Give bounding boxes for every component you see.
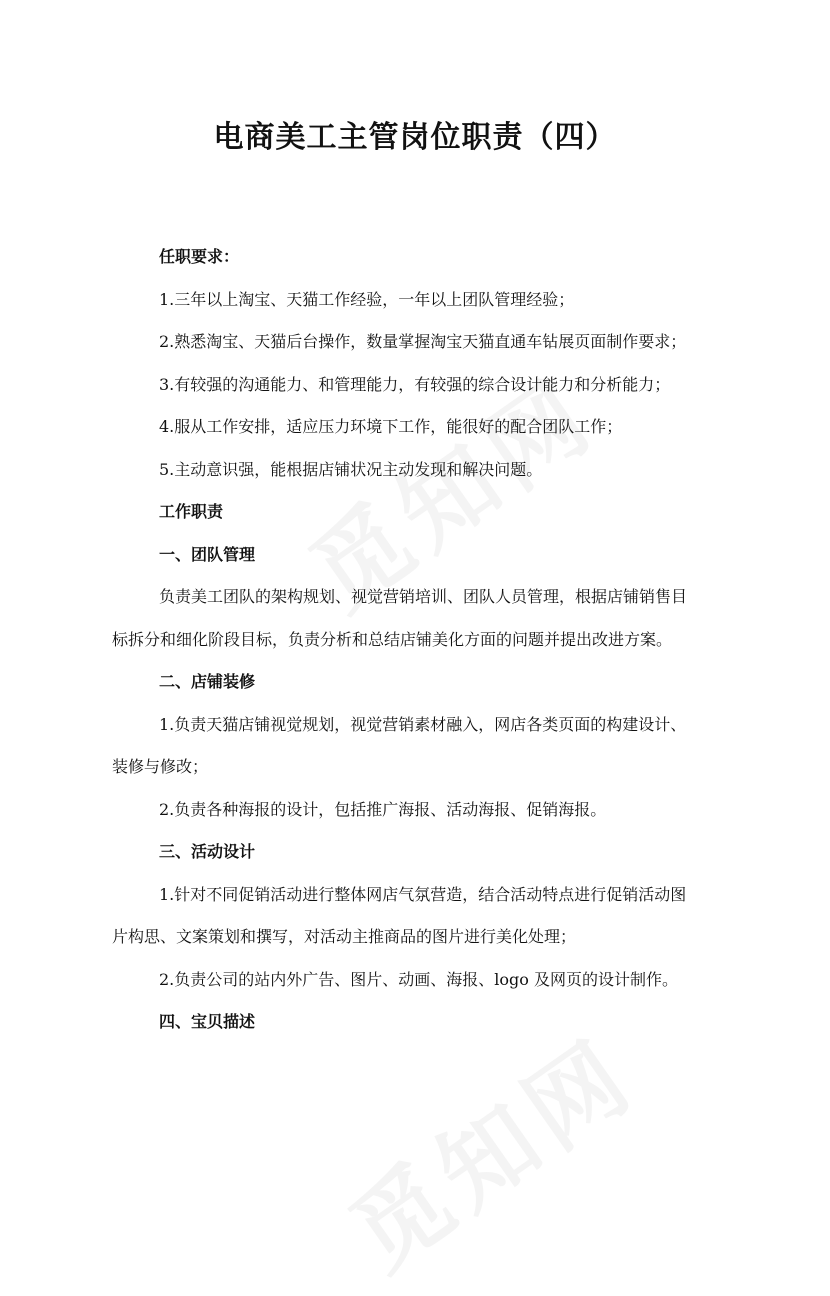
paragraph-line: 标拆分和细化阶段目标，负责分析和总结店铺美化方面的问题并提出改进方案。	[112, 629, 673, 649]
paragraph-line: 1.负责天猫店铺视觉规划，视觉营销素材融入，网店各类页面的构建设计、	[159, 714, 687, 734]
paragraph-line: 1.针对不同促销活动进行整体网店气氛营造，结合活动特点进行促销活动图	[159, 884, 687, 904]
paragraph-line: 装修与修改；	[112, 757, 209, 776]
paragraph-line: 2.负责各种海报的设计，包括推广海报、活动海报、促销海报。	[159, 799, 607, 819]
requirement-item: 1.三年以上淘宝、天猫工作经验，一年以上团队管理经验；	[159, 289, 575, 309]
section-heading: 四、宝贝描述	[159, 1012, 256, 1031]
paragraph-line: 2.负责公司的站内外广告、图片、动画、海报、logo 及网页的设计制作。	[159, 969, 678, 989]
requirements-heading: 任职要求：	[159, 247, 240, 266]
section-heading: 三、活动设计	[159, 842, 256, 861]
section-heading: 二、店铺装修	[159, 672, 256, 691]
section-heading: 一、团队管理	[159, 544, 256, 564]
paragraph-line: 负责美工团队的架构规划、视觉营销培训、团队人员管理，根据店铺销售目	[159, 587, 688, 606]
requirement-item: 4.服从工作安排，适应压力环境下工作，能很好的配合团队工作；	[159, 417, 623, 436]
document-body	[112, 236, 719, 1044]
duties-heading: 工作职责	[159, 502, 224, 521]
requirement-item: 3.有较强的沟通能力、和管理能力，有较强的综合设计能力和分析能力；	[159, 374, 671, 394]
paragraph-line: 片构思、文案策划和撰写，对活动主推商品的图片进行美化处理；	[112, 927, 577, 946]
requirement-item: 5.主动意识强，能根据店铺状况主动发现和解决问题。	[159, 459, 543, 479]
requirement-item: 2.熟悉淘宝、天猫后台操作，数量掌握淘宝天猫直通车钻展页面制作要求；	[159, 332, 687, 351]
document-title: 电商美工主管岗位职责（四）	[213, 120, 617, 155]
